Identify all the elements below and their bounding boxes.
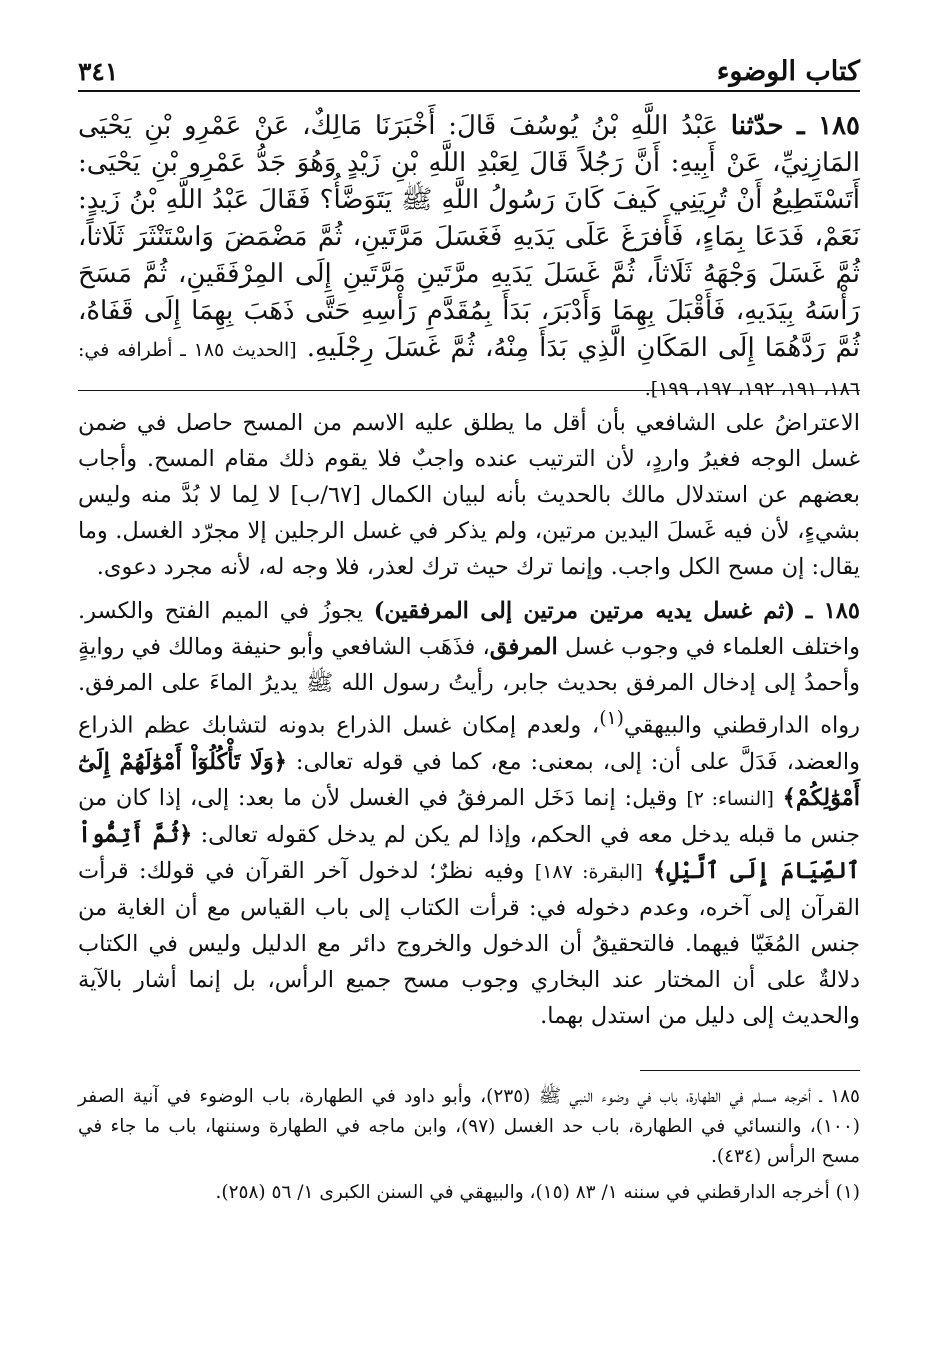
commentary-text: ، فذَهَب الشافعي وأبو حنيفة ومالك في روايةٍ وأحمدُ إلى إدخال المرفق بحديث جابر، رأيتُ رسول الله ﷺ يديرُ الماءَ على المرفق. رواه الدارقطني والبيهقي <box>78 634 860 739</box>
quran-verse: ﴿وَلَا تَأْكُلُوٓاْ أَمْوَٰلَهُمْ إِلَىٰٓ أَمْوَٰلِكُمْ﴾ <box>78 748 861 811</box>
commentary-bold-word: المرفق <box>489 634 558 660</box>
quran-reference: [البقرة: ١٨٧] <box>534 860 643 883</box>
commentary-text: يجوزُ في الميم الفتح والكسر. واختلف العلماء في وجوب غسل <box>78 598 861 660</box>
section-divider <box>78 390 860 391</box>
chapter-title: كتاب الوضوء <box>716 55 860 87</box>
page-number: ٣٤١ <box>78 56 119 86</box>
commentary-paragraph-1: الاعتراضُ على الشافعي بأن أقل ما يطلق عليه الاسم من المسح حاصل في ضمن غسل الوجه فغيرُ واردٍ، لأن الترتيب عنده واجبٌ فلا يقوم ذلك مقام المسح. وأجاب بعضهم عن استدلال مالك بالحديث بأنه لبيان الكمال [٦٧/ب] لا لِما لا بُدَّ منه وليس بشيءٍ، لأن فيه غَسلَ اليدين مرتين، ولم يذكر في غسل الرجلين إلا مجرّد الغسل. وما يقال: إن مسح الكل واجب. وإنما ترك حيث ترك لعذر، فلا وجه له، لأنه مجرد دعوى. <box>78 410 860 580</box>
page-header <box>78 52 860 92</box>
commentary-hadith-number: ١٨٥ ـ <box>805 598 860 624</box>
commentary-block <box>78 405 860 1065</box>
footnotes-block <box>78 1082 860 1292</box>
hadith-number-lead: ١٨٥ ـ حدّثنا <box>730 111 861 141</box>
footnote-divider <box>640 1070 860 1071</box>
footnote-1: (١) أخرجه الدارقطني في سننه ١/ ٨٣ (١٥)، والبيهقي في السنن الكبرى ١/ ٥٦ (٢٥٨). <box>215 1182 860 1203</box>
commentary-text: وفيه نظرٌ؛ لدخول آخر القرآن في قولك: قرأت القرآن إلى آخره، وعدم دخوله في: قرأت الكتاب إلى باب القياس مع أن الغاية من جنس المُغَيّا فيهما. فالتحقيقُ أن الدخول والخروج دائر مع الدليل وليس في الكتاب دلالةٌ على أن المختار عند البخاري وجوب مسح جميع الرأس، بل إنما أشار بالآية والحديث إلى دليل من استدل بهما. <box>78 857 860 1029</box>
hadith-references: [الحديث ١٨٥ ـ أطرافه في: ١٨٦، ١٩١، ١٩٢، ١٩٧، ١٩٩]. <box>78 339 860 400</box>
commentary-text: ، ولعدم إمكان غسل الذراع بدونه لتشابك عظم الذراع والعضد، فَدَلَّ على أن: إلى، بمعنى: مع، كما في قوله تعالى: <box>78 712 860 775</box>
footnote-marker: (١) <box>599 708 624 729</box>
hadith-body: عَبْدُ اللَّهِ بْنُ يُوسُفَ قَالَ: أَخْبَرَنَا مَالِكٌ، عَنْ عَمْرِو بْنِ يَحْيَى المَازِنِيِّ، عَنْ أَبِيهِ: أَنَّ رَجُلاً قَالَ لِعَبْدِ اللَّهِ بْنِ زَيْدٍ وَهُوَ جَدُّ عَمْرِو بْنِ يَحْيَى: أَتَسْتَطِيعُ أَنْ تُرِيَنِي كَيفَ كَانَ رَسُولُ اللَّهِ ﷺ يَتَوَضَّأُ؟ فَقَالَ عَبْدُ اللَّهِ بْنُ زَيدٍ: نَعَمْ، فَدَعَا بِمَاءٍ، فَأَفرَغَ عَلَى يَدَيهِ فَغَسَلَ مَرَّتَينِ، ثُمَّ مَضْمَضَ وَاسْتَنْثَرَ ثَلَاثاً، ثُمَّ غَسَلَ وَجْهَهُ ثَلَاثاً، ثُمَّ غَسَلَ يَدَيهِ مرَّتَينِ مَرَّتَينِ إِلَى المِرْفَقَينِ، ثُمَّ مَسَحَ رَأْسَهُ بِيَدَيهِ، فَأَقْبَلَ بِهِمَا وَأَدْبَرَ، بَدَأَ بِمُقَدَّمِ رَأْسِهِ حَتَّى ذَهَبَ بِهِمَا إِلَى قَفَاهُ، ثُمَّ رَدَّهُمَا إِلَى المَكَانِ الَّذِي بَدَأَ مِنْهُ، ثُمَّ غَسَلَ رِجْلَيهِ. <box>78 111 861 363</box>
commentary-quoted-phrase: (ثم غسل يديه مرتين مرتين إلى المرفقين) <box>373 598 796 624</box>
commentary-paragraph-2 <box>78 593 860 1034</box>
quran-verse: ﴿ثُمَّ أَتِمُّواْ ٱلصِّيَامَ إِلَى ٱلَّيْلِ﴾ <box>78 821 860 884</box>
hadith-text-block <box>78 108 861 400</box>
commentary-text: وقيل: إنما دَخَل المرفقُ في الغسل لأن ما بعد: إلى، إذا كان من جنس ما قبله يدخل معه في الحكم، وإذا لم يكن لم يدخل كقوله تعالى: <box>78 784 860 848</box>
quran-reference: [النساء: ٢] <box>686 787 774 810</box>
footnote-185: ١٨٥ ـ أخرجه مسلم في الطهارة، باب في وضوء النبي ﷺ (٢٣٥)، وأبو داود في الطهارة، باب الوضوء في آنية الصفر (١٠٠)، والنسائي في الطهارة، باب حد الغسل (٩٧)، وابن ماجه في الطهارة وسننها، باب ما جاء في مسح الرأس (٤٣٤). <box>78 1086 860 1167</box>
